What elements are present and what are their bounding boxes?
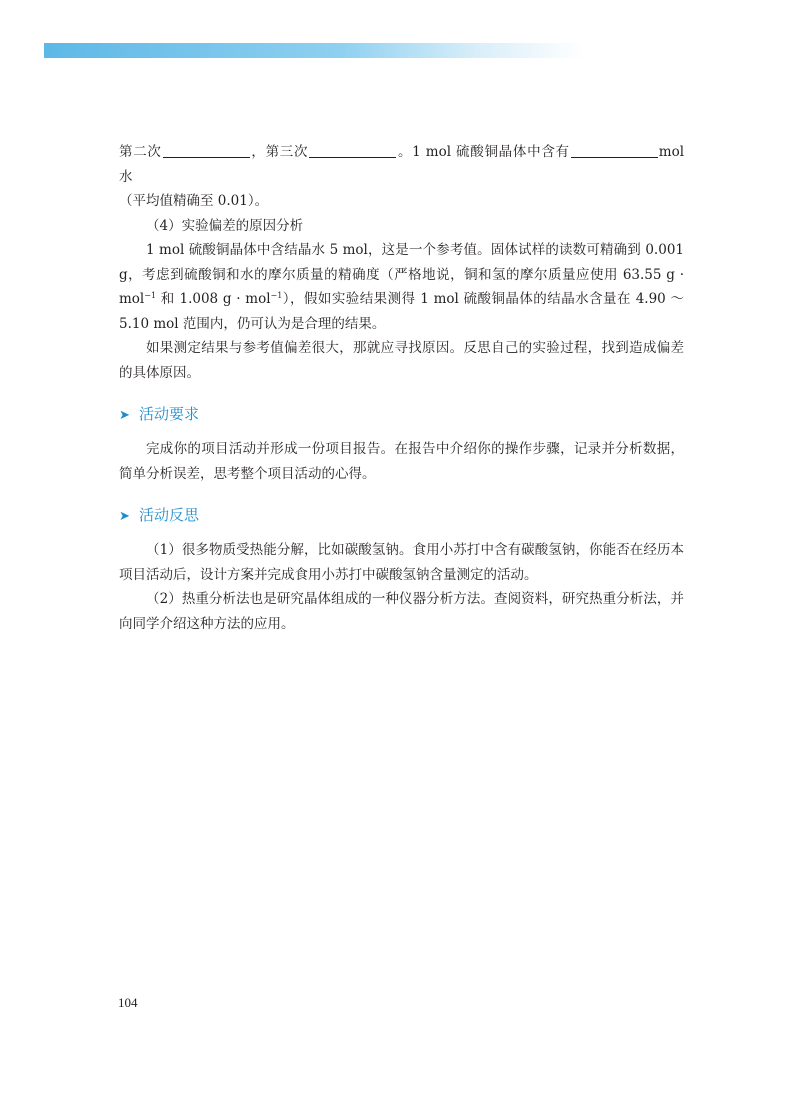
page-number: 104 bbox=[118, 995, 138, 1010]
section-4-title: （4）实验偏差的原因分析 bbox=[146, 217, 304, 234]
blank-third[interactable] bbox=[309, 142, 396, 158]
precision-note: （平均值精确至 0.01）。 bbox=[119, 193, 269, 209]
text-contains: 。1 mol 硫酸铜晶体中含有 bbox=[397, 144, 570, 160]
text-third: ，第三次 bbox=[250, 144, 309, 160]
text-mol-water: mol 水 bbox=[119, 144, 685, 185]
deviation-text-a: 1 mol 硫酸铜晶体中含结晶水 5 mol，这是一个参考值。固体试样的读数可精确到 0.001 g，考虑到硫酸铜和水的摩尔质量的精确度（严格地说，铜和氢的摩尔质量应使用 63.55 g · mol bbox=[119, 242, 684, 307]
heading-activity-reflection bbox=[119, 504, 684, 528]
unit-exponent-1: −1 bbox=[144, 291, 157, 300]
unit-exponent-2: −1 bbox=[270, 291, 283, 300]
heading-activity-requirements bbox=[119, 403, 684, 427]
answer-line bbox=[119, 140, 684, 189]
blank-water-mol[interactable] bbox=[571, 142, 658, 158]
deviation-cause-paragraph: 如果测定结果与参考值偏差很大，那就应寻找原因。反思自己的实验过程，找到造成偏差的具体原因。 bbox=[119, 340, 684, 381]
reflection-question-1: （1）很多物质受热能分解，比如碳酸氢钠。食用小苏打中含有碳酸氢钠，你能否在经历本项目活动后，设计方案并完成食用小苏打中碳酸氢钠含量测定的活动。 bbox=[119, 542, 684, 583]
page-content bbox=[119, 140, 684, 636]
arrow-right-icon: ➤ bbox=[119, 408, 130, 423]
deviation-text-c: ），假如实验结果测得 1 mol 硫酸铜晶体的结晶水含量在 4.90 ～ 5.10 mol 范围内，仍可认为是合理的结果。 bbox=[119, 291, 684, 332]
header-color-band bbox=[44, 43, 584, 58]
deviation-text-b: 和 1.008 g · mol bbox=[156, 291, 271, 307]
blank-second[interactable] bbox=[163, 142, 250, 158]
reflection-question-2: （2）热重分析法也是研究晶体组成的一种仪器分析方法。查阅资料，研究热重分析法，并向同学介绍这种方法的应用。 bbox=[119, 591, 684, 632]
text-second: 第二次 bbox=[119, 144, 162, 160]
deviation-paragraph bbox=[119, 238, 684, 336]
arrow-right-icon: ➤ bbox=[119, 509, 130, 524]
heading-label: 活动要求 bbox=[139, 405, 200, 423]
heading-label: 活动反思 bbox=[139, 506, 200, 524]
requirements-paragraph: 完成你的项目活动并形成一份项目报告。在报告中介绍你的操作步骤，记录并分析数据，简单分析误差，思考整个项目活动的心得。 bbox=[119, 441, 684, 482]
